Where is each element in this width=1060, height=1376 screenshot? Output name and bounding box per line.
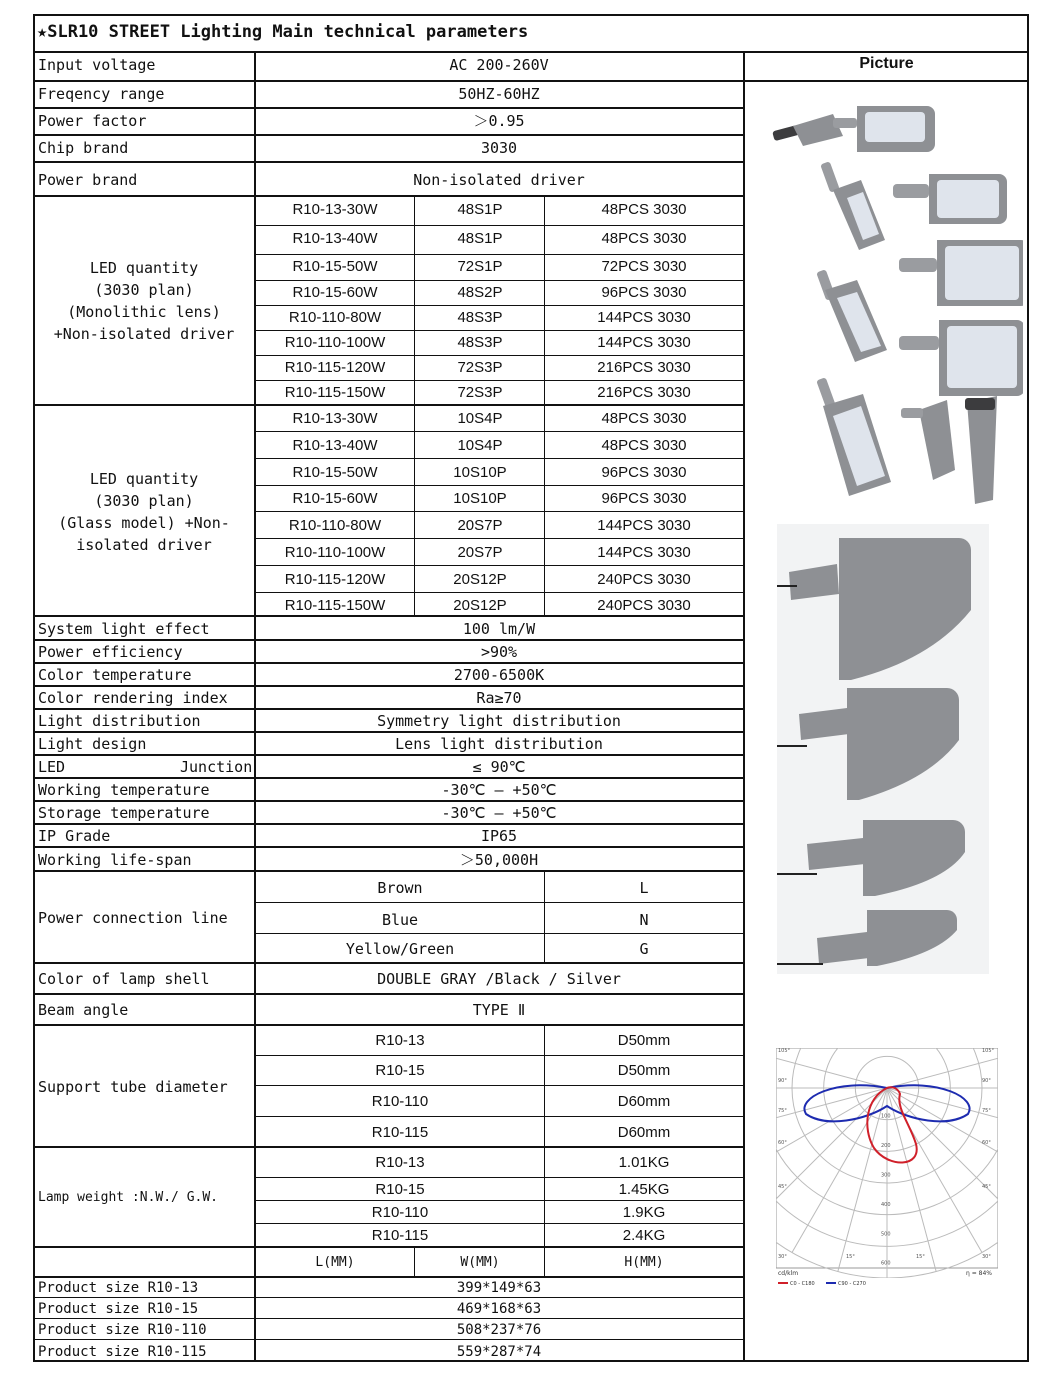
product-size-label: Product size R10-15 <box>38 1301 199 1317</box>
grid-line <box>254 485 743 486</box>
led-model-cell: R10-15-60W <box>292 284 378 301</box>
grid-line <box>544 1146 545 1276</box>
param-label: Chip brand <box>38 139 129 157</box>
led-glass-label: LED quantity <box>89 470 199 488</box>
grid-line <box>254 1055 743 1056</box>
led-glass-label: isolated driver <box>76 536 212 554</box>
grid-line <box>33 615 743 617</box>
grid-line <box>254 225 743 226</box>
led-config-cell: 10S10P <box>453 490 507 507</box>
led-config-cell: 72S3P <box>457 384 503 401</box>
param-value: 2700-6500K <box>453 666 545 684</box>
product-size-value: 469*168*63 <box>456 1301 542 1317</box>
diameter-cell: D60mm <box>617 1093 671 1110</box>
grid-line <box>254 902 743 903</box>
led-model-cell: R10-13-30W <box>292 201 378 218</box>
polar-radial-label: 500 <box>881 1231 891 1238</box>
param-value: -30℃ — +50℃ <box>441 781 557 799</box>
grid-line <box>254 280 743 281</box>
led-glass-label: (3030 plan) <box>94 492 194 510</box>
grid-line <box>33 134 743 136</box>
grid-line <box>33 708 743 710</box>
wire-code: N <box>639 911 649 929</box>
led-count-cell: 72PCS 3030 <box>601 258 687 275</box>
param-label: Color rendering index <box>38 689 228 707</box>
grid-line <box>414 1246 415 1276</box>
grid-line <box>254 355 743 356</box>
grid-line <box>254 380 743 381</box>
param-label: Power efficiency <box>38 643 183 661</box>
weight-cell: 1.45KG <box>618 1181 670 1198</box>
led-monolithic-label: LED quantity <box>89 259 199 277</box>
param-value: Symmetry light distribution <box>377 712 621 730</box>
weight-cell: 2.4KG <box>622 1227 666 1244</box>
led-model-cell: R10-115-150W <box>284 597 386 614</box>
street-light-product-photo <box>763 100 1023 510</box>
grid-line <box>254 933 743 934</box>
led-model-cell: R10-110-80W <box>288 309 382 326</box>
grid-line <box>33 1339 743 1340</box>
power-line-label: Power connection line <box>38 909 228 927</box>
grid-line <box>33 14 35 1362</box>
lamp-weight-label: Lamp weight :N.W./ G.W. <box>38 1190 219 1205</box>
param-value: Ra≥70 <box>476 689 522 707</box>
grid-line <box>254 305 743 306</box>
led-model-cell: R10-115-120W <box>284 359 386 376</box>
led-model-cell: R10-15-50W <box>292 258 378 275</box>
grid-line <box>33 195 743 197</box>
grid-line <box>33 662 743 664</box>
polar-distribution-chart <box>776 1048 998 1278</box>
model-cell: R10-115 <box>371 1124 429 1141</box>
led-config-cell: 48S3P <box>457 309 503 326</box>
led-count-cell: 48PCS 3030 <box>601 230 687 247</box>
grid-line <box>33 846 743 848</box>
led-config-cell: 10S10P <box>453 464 507 481</box>
product-size-value: 399*149*63 <box>456 1280 542 1296</box>
polar-angle-label: 30° <box>778 1254 787 1260</box>
led-config-cell: 20S12P <box>453 571 507 588</box>
support-tube-label: Support tube diameter <box>38 1078 228 1096</box>
polar-unit: cd/klm <box>778 1270 799 1277</box>
grid-line <box>33 962 743 964</box>
param-label: Storage temperature <box>38 804 210 822</box>
param-label: Working life-span <box>38 851 192 869</box>
param-label: IP Grade <box>38 827 111 845</box>
polar-radial-label: 100 <box>881 1113 891 1120</box>
legend-c90: C90 - C270 <box>838 1281 866 1287</box>
param-label: Freqency range <box>38 85 165 103</box>
polar-angle-label: 45° <box>982 1184 991 1190</box>
led-model-cell: R10-13-40W <box>292 230 378 247</box>
param-value: DOUBLE GRAY /Black / Silver <box>377 970 621 988</box>
led-config-cell: 48S1P <box>457 201 503 218</box>
sheet-title: ★SLR10 STREET Lighting Main technical parameters <box>37 22 529 42</box>
grid-line <box>33 754 743 756</box>
param-value: Lens light distribution <box>395 735 603 753</box>
grid-line <box>254 1116 743 1117</box>
param-value: ＞0.95 <box>473 112 525 130</box>
wire-color: Yellow/Green <box>345 940 455 958</box>
grid-line <box>544 195 545 615</box>
grid-line <box>254 51 256 1362</box>
product-size-label: Product size R10-115 <box>38 1344 207 1360</box>
polar-legend <box>776 1278 998 1288</box>
polar-radial-label: 600 <box>881 1260 891 1267</box>
grid-line <box>33 80 743 82</box>
led-count-cell: 240PCS 3030 <box>597 571 691 588</box>
model-cell: R10-13 <box>375 1154 425 1171</box>
grid-line <box>33 14 1029 16</box>
param-value: ≤ 90℃ <box>472 758 526 776</box>
polar-angle-label: 60° <box>778 1140 787 1146</box>
led-model-cell: R10-115-120W <box>284 571 386 588</box>
led-config-cell: 10S4P <box>457 437 503 454</box>
wire-color: Blue <box>381 911 419 929</box>
size-header-h: H(MM) <box>624 1255 664 1270</box>
led-count-cell: 48PCS 3030 <box>601 410 687 427</box>
model-cell: R10-15 <box>375 1181 425 1198</box>
param-label: Power brand <box>38 171 138 189</box>
grid-line <box>33 1146 743 1148</box>
polar-angle-label: 90° <box>982 1078 991 1084</box>
param-value: AC 200-260V <box>449 56 549 74</box>
param-value: ＞50,000H <box>459 851 539 869</box>
param-label: Beam angle <box>38 1001 129 1019</box>
legend-c0: C0 - C180 <box>790 1281 815 1287</box>
grid-line <box>33 800 743 802</box>
grid-line <box>33 1024 743 1026</box>
param-label: Light design <box>38 735 147 753</box>
led-config-cell: 20S7P <box>457 517 503 534</box>
grid-line <box>33 1276 743 1278</box>
led-config-cell: 20S12P <box>453 597 507 614</box>
led-count-cell: 216PCS 3030 <box>597 359 691 376</box>
polar-radial-label: 200 <box>881 1142 891 1149</box>
param-value: 3030 <box>480 139 518 157</box>
led-count-cell: 144PCS 3030 <box>597 309 691 326</box>
polar-angle-label: 75° <box>778 1108 787 1114</box>
grid-line <box>33 731 743 733</box>
grid-line <box>33 107 743 109</box>
param-value: TYPE Ⅱ <box>472 1001 526 1019</box>
led-model-cell: R10-110-100W <box>284 334 386 351</box>
param-value: IP65 <box>480 827 518 845</box>
led-count-cell: 48PCS 3030 <box>601 437 687 454</box>
led-count-cell: 96PCS 3030 <box>601 464 687 481</box>
led-config-cell: 20S7P <box>457 544 503 561</box>
param-label: Input voltage <box>38 56 156 74</box>
polar-angle-label: 105° <box>982 1048 995 1054</box>
weight-cell: 1.01KG <box>618 1154 670 1171</box>
polar-angle-label: 15° <box>916 1254 925 1260</box>
polar-angle-label: 30° <box>982 1254 991 1260</box>
led-count-cell: 96PCS 3030 <box>601 490 687 507</box>
grid-line <box>254 1177 743 1178</box>
led-glass-label: (Glass model) +Non- <box>58 514 230 532</box>
led-model-cell: R10-115-150W <box>284 384 386 401</box>
param-label: Working temperature <box>38 781 210 799</box>
grid-line <box>33 777 743 779</box>
led-config-cell: 48S3P <box>457 334 503 351</box>
picture-header: Picture <box>859 55 914 72</box>
param-value: Non-isolated driver <box>413 171 585 189</box>
led-count-cell: 240PCS 3030 <box>597 597 691 614</box>
led-config-cell: 72S1P <box>457 258 503 275</box>
led-count-cell: 144PCS 3030 <box>597 544 691 561</box>
grid-line <box>33 685 743 687</box>
grid-line <box>33 1318 743 1319</box>
weight-cell: 1.9KG <box>622 1204 666 1221</box>
diameter-cell: D50mm <box>617 1032 671 1049</box>
spec-sheet <box>33 14 1029 1362</box>
product-size-value: 508*237*76 <box>456 1322 542 1338</box>
grid-line <box>33 404 743 406</box>
led-config-cell: 72S3P <box>457 359 503 376</box>
grid-line <box>254 458 743 459</box>
param-label: Power factor <box>38 112 147 130</box>
led-config-cell: 48S1P <box>457 230 503 247</box>
model-cell: R10-110 <box>371 1204 429 1221</box>
led-count-cell: 48PCS 3030 <box>601 201 687 218</box>
polar-radial-label: 400 <box>881 1201 891 1208</box>
led-model-cell: R10-15-50W <box>292 464 378 481</box>
grid-line <box>33 161 743 163</box>
led-count-cell: 144PCS 3030 <box>597 517 691 534</box>
model-cell: R10-115 <box>371 1227 429 1244</box>
product-size-value: 559*287*74 <box>456 1344 542 1360</box>
grid-line <box>254 511 743 512</box>
polar-efficiency: η = 84% <box>966 1270 992 1277</box>
led-monolithic-label: +Non-isolated driver <box>53 325 235 343</box>
polar-angle-label: 90° <box>778 1078 787 1084</box>
grid-line <box>544 1024 545 1146</box>
param-label: Color of lamp shell <box>38 970 210 988</box>
grid-line <box>254 1085 743 1086</box>
grid-line <box>33 823 743 825</box>
wire-code: G <box>639 940 649 958</box>
led-model-cell: R10-110-80W <box>288 517 382 534</box>
param-label: System light effect <box>38 620 210 638</box>
diameter-cell: D60mm <box>617 1124 671 1141</box>
polar-radial-label: 300 <box>881 1172 891 1179</box>
grid-line <box>33 993 743 995</box>
lamp-icon <box>772 106 1023 504</box>
param-value: -30℃ — +50℃ <box>441 804 557 822</box>
model-cell: R10-110 <box>371 1093 429 1110</box>
wire-code: L <box>639 879 649 897</box>
param-label: Color temperature <box>38 666 192 684</box>
grid-line <box>254 431 743 432</box>
polar-angle-label: 75° <box>982 1108 991 1114</box>
led-count-cell: 144PCS 3030 <box>597 334 691 351</box>
grid-line <box>33 1297 743 1298</box>
model-cell: R10-15 <box>375 1062 425 1079</box>
grid-line <box>743 51 745 1362</box>
grid-line <box>254 330 743 331</box>
wire-color: Brown <box>377 879 423 897</box>
param-value: 100 lm/W <box>462 620 536 638</box>
led-count-cell: 96PCS 3030 <box>601 284 687 301</box>
grid-line <box>33 639 743 641</box>
polar-angle-label: 105° <box>778 1048 791 1054</box>
grid-line <box>33 51 1029 53</box>
model-cell: R10-13 <box>375 1032 425 1049</box>
diameter-cell: D50mm <box>617 1062 671 1079</box>
grid-line <box>743 80 1029 82</box>
grid-line <box>254 538 743 539</box>
param-value: 50HZ-60HZ <box>458 85 540 103</box>
street-light-side-photo <box>777 524 989 974</box>
grid-line <box>544 870 545 962</box>
size-header-l: L(MM) <box>315 1255 355 1270</box>
led-model-cell: R10-13-40W <box>292 437 378 454</box>
grid-line <box>33 1360 1029 1362</box>
param-value: >90% <box>480 643 518 661</box>
param-label: Light distribution <box>38 712 201 730</box>
param-label: LED <box>38 758 66 776</box>
grid-line <box>414 195 415 615</box>
led-monolithic-label: (Monolithic lens) <box>67 303 221 321</box>
grid-line <box>254 1223 743 1224</box>
polar-angle-label: 45° <box>778 1184 787 1190</box>
product-size-label: Product size R10-110 <box>38 1322 207 1338</box>
led-count-cell: 216PCS 3030 <box>597 384 691 401</box>
product-size-label: Product size R10-13 <box>38 1280 199 1296</box>
grid-line <box>1027 14 1029 1362</box>
led-config-cell: 10S4P <box>457 410 503 427</box>
grid-line <box>254 254 743 255</box>
grid-line <box>254 565 743 566</box>
led-model-cell: R10-110-100W <box>284 544 386 561</box>
param-label-2: Junction <box>180 758 253 776</box>
grid-line <box>33 870 743 872</box>
polar-angle-label: 15° <box>846 1254 855 1260</box>
grid-line <box>254 1200 743 1201</box>
grid-line <box>33 1246 743 1248</box>
led-monolithic-label: (3030 plan) <box>94 281 194 299</box>
size-header-w: W(MM) <box>460 1255 500 1270</box>
led-model-cell: R10-15-60W <box>292 490 378 507</box>
led-config-cell: 48S2P <box>457 284 503 301</box>
grid-line <box>254 592 743 593</box>
led-model-cell: R10-13-30W <box>292 410 378 427</box>
polar-angle-label: 60° <box>982 1140 991 1146</box>
